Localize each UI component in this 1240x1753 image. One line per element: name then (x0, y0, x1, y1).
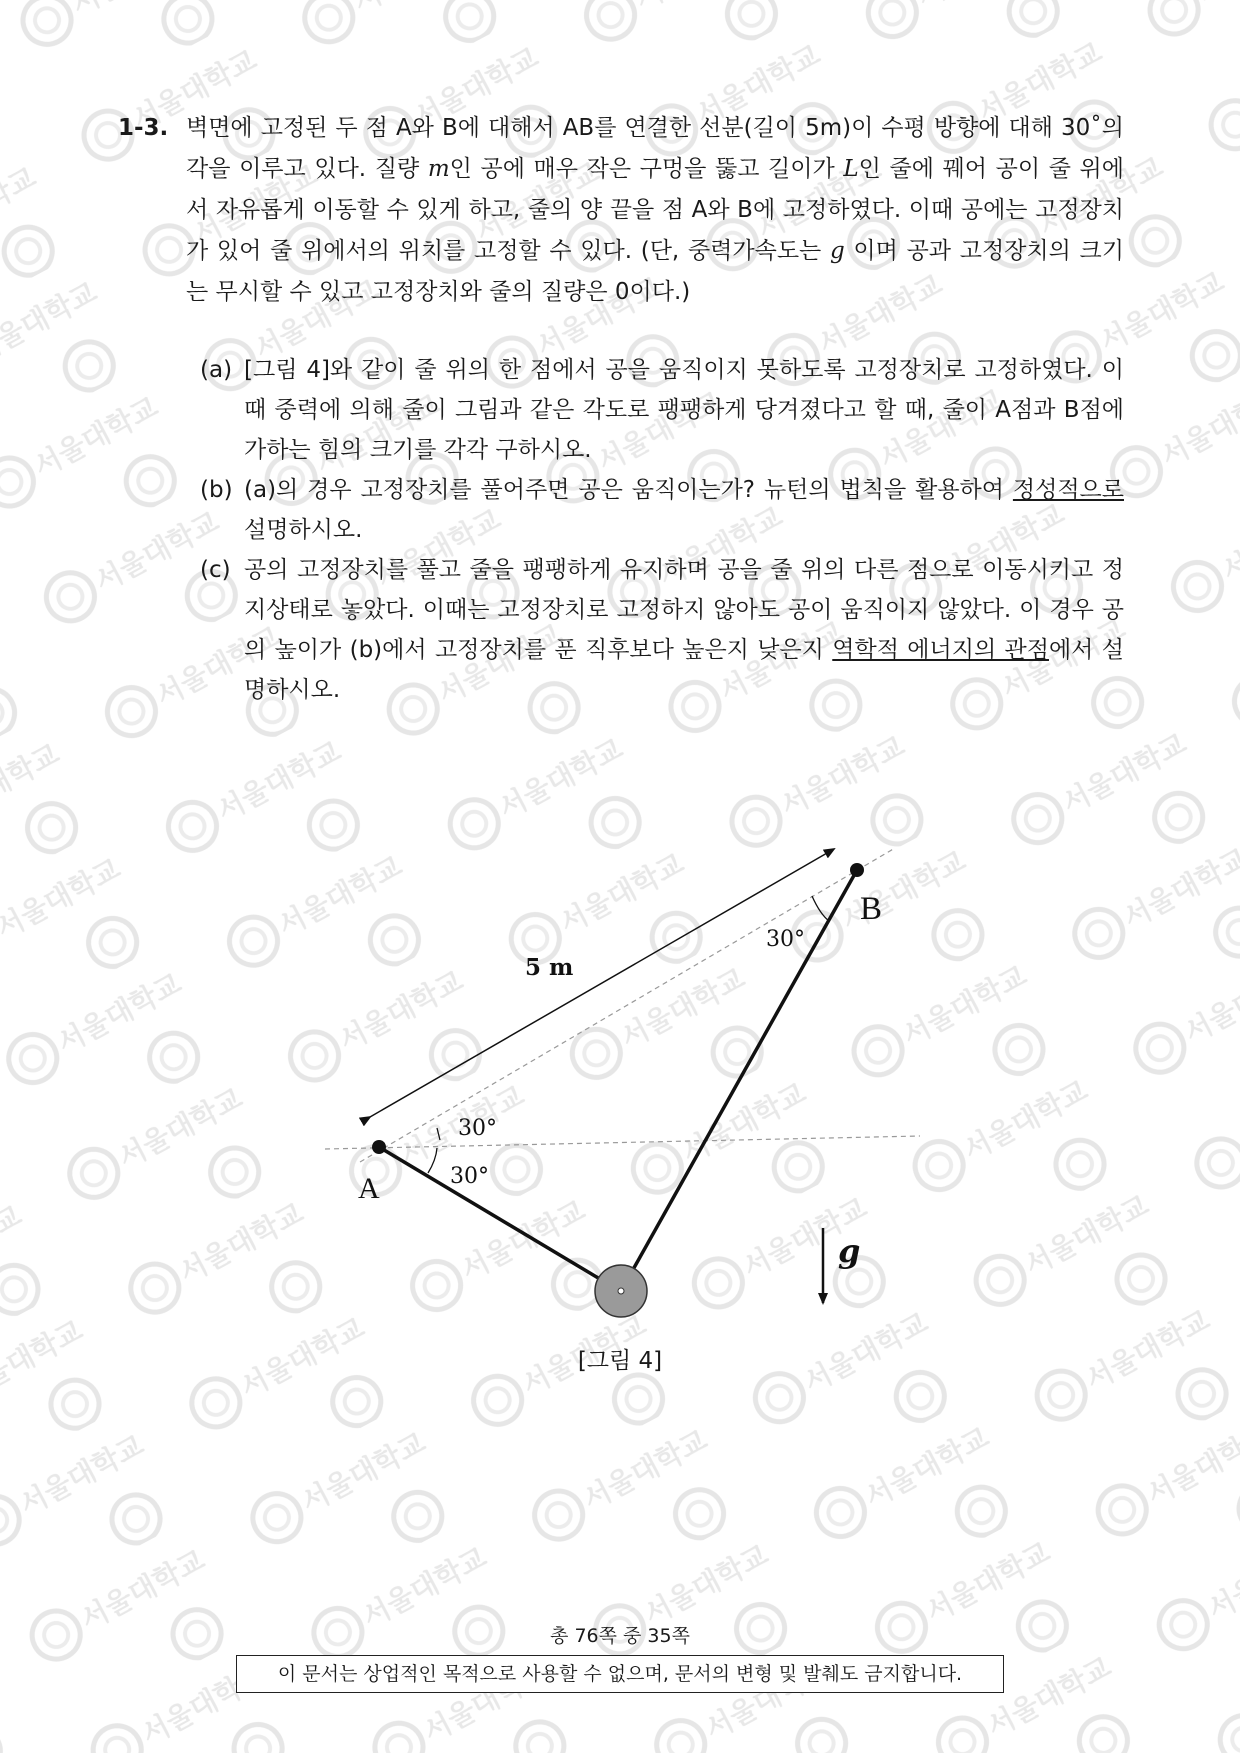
point-a (372, 1140, 386, 1154)
subquestion-a-label: (a) (200, 357, 233, 383)
angle-label-a-upper: 30° (458, 1116, 497, 1141)
subquestion-c-text-1: 공의 고정장치를 풀고 줄을 팽팽하게 유지하며 공을 줄 위의 다른 점으로 이동시키고 정지상태로 놓았다. 이때는 고정장치로 고정하지 않아도 공이 움직이지 않았다. 이 경우 공의 높이가 (b)에서 고정장치를 푼 직후보다 높은지 낮은지 (244, 557, 1124, 663)
angle-arc-a-lower (428, 1148, 437, 1173)
problem-number: 1-3. (118, 115, 169, 141)
subquestion-b-text-2: 설명하시오. (244, 517, 363, 543)
string-segment-a (379, 1147, 620, 1291)
gravity-label: g (838, 1232, 861, 1270)
problem-text-4: 이며 공과 고정장치의 크기는 무시할 수 있고 고정장치와 줄의 질량은 0이다.) (186, 238, 1124, 305)
label-a: A (358, 1172, 380, 1205)
copyright-notice: 이 문서는 상업적인 목적으로 사용할 수 없으며, 문서의 변형 및 발췌도 금지합니다. (236, 1655, 1004, 1693)
point-b (850, 863, 864, 877)
figure-caption: [그림 4] (577, 1348, 663, 1374)
subquestion-c-label: (c) (200, 557, 231, 583)
angle-arc-a-upper (437, 1128, 440, 1140)
problem-text-3: 인 줄에 꿰어 공이 줄 위에서 자유롭게 이동할 수 있게 하고, 줄의 양 끝을 점 A와 B에 고정하였다. 이때 공에는 고정장치가 있어 줄 위에서의 위치를 고정할 수 있다. (단, 중력가속도는 (186, 156, 1124, 264)
mass-variable: m (427, 156, 450, 182)
subquestion-b-text-1: (a)의 경우 고정장치를 풀어주면 공은 움직이는가? 뉴턴의 법칙을 활용하여 (244, 477, 1013, 503)
length-dimension-arrow (370, 849, 834, 1117)
subquestion-c-underline: 역학적 에너지의 관점 (832, 637, 1049, 663)
gravity-variable: g (829, 238, 845, 264)
subquestion-c-text-2: 에서 설명하시오. (244, 637, 1124, 703)
subquestion-a-text: [그림 4]와 같이 줄 위의 한 점에서 공을 움직이지 못하도록 고정장치로 고정하였다. 이때 중력에 의해 줄이 그림과 같은 각도로 팽팽하게 당겨졌다고 할 때, 줄이 A점과 B점에 가하는 힘의 크기를 각각 구하시오. (244, 357, 1124, 463)
angle-label-a-lower: 30° (450, 1164, 489, 1189)
string-segment-b (621, 870, 857, 1291)
problem-text-2: 인 공에 매우 작은 구멍을 뚫고 길이가 (449, 156, 844, 182)
subquestion-b-label: (b) (200, 477, 233, 503)
ball-hole (618, 1288, 624, 1294)
angle-label-b: 30° (766, 927, 805, 952)
horizontal-reference-line (325, 1136, 920, 1149)
label-b: B (860, 891, 883, 927)
length-label: 5 m (525, 954, 574, 981)
ab-dashed-line (360, 848, 895, 1162)
problem-text-1: 벽면에 고정된 두 점 A와 B에 대해서 AB를 연결한 선분(길이 5m)이 수평 방향에 대해 30˚의 각을 이루고 있다. 질량 (186, 115, 1124, 182)
length-variable: L (843, 156, 859, 182)
angle-arc-b (812, 896, 829, 921)
subquestion-b-underline: 정성적으로 (1012, 477, 1124, 503)
page-number: 총 76쪽 중 35쪽 (550, 1625, 690, 1647)
